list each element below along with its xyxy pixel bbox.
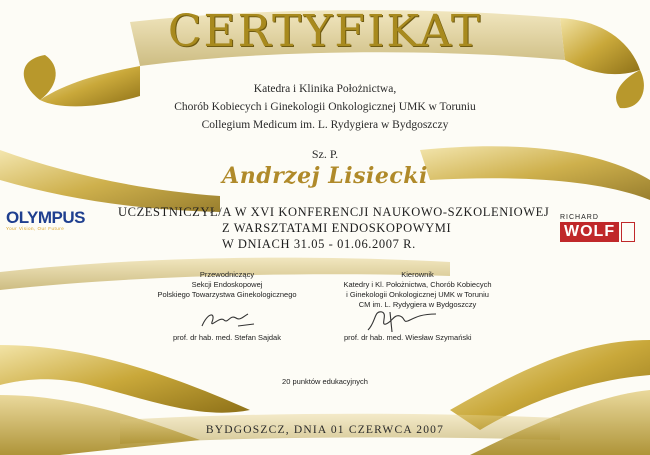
olympus-logo [6, 208, 86, 231]
recipient-name: Andrzej Lisiecki [222, 163, 428, 189]
olympus-logo-word: OLYMPUS [6, 208, 86, 227]
institution-line: Chorób Kobiecych i Ginekologii Onkologicznej UMK w Toruniu [174, 101, 476, 113]
richard-wolf-logo [560, 214, 646, 242]
signatory-role: Kierownik [401, 270, 434, 279]
signatory-role: Sekcji Endoskopowej [191, 280, 263, 289]
signatory-role: Katedry i Kl. Położnictwa, Chorób Kobiecych [343, 280, 492, 289]
right-signature [362, 304, 442, 334]
signatory-role: i Ginekologii Onkologicznej UMK w Toruniu [346, 290, 489, 299]
left-signatory-name: prof. dr hab. med. Stefan Sajdak [173, 333, 281, 342]
left-signature [198, 306, 258, 334]
wolf-logo-icon [621, 222, 635, 242]
left-signatory-block [152, 270, 302, 300]
conference-block [118, 204, 558, 252]
signatory-role: CM im. L. Rydygiera w Bydgoszczy [358, 300, 477, 309]
institution-line: Collegium Medicum im. L. Rydygiera w Bydgoszczy [201, 119, 449, 131]
institution-line: Katedra i Klinika Położnictwa, [253, 83, 397, 95]
institution-block [0, 80, 650, 134]
right-signatory-name: prof. dr hab. med. Wiesław Szymański [344, 333, 472, 342]
signatory-role: Polskiego Towarzystwa Ginekologicznego [157, 290, 297, 299]
education-points: 20 punktów edukacyjnych [282, 377, 368, 386]
certificate-title: CERTYFIKAT [167, 6, 483, 57]
salutation: Sz. P. [311, 147, 339, 161]
signatory-role: Przewodniczący [199, 270, 255, 279]
wolf-logo-top: RICHARD [560, 214, 599, 221]
place-date-footer: BYDGOSZCZ, DNIA 01 CZERWCA 2007 [205, 424, 445, 436]
conference-line: W DNIACH 31.05 - 01.06.2007 R. [222, 237, 416, 251]
conference-line: UCZESTNICZYŁ/A W XVI KONFERENCJI NAUKOWO-SZKOLENIOWEJ [118, 205, 550, 219]
olympus-logo-slogan: Your Vision, Our Future [6, 226, 65, 231]
conference-line: Z WARSZTATAMI ENDOSKOPOWYMI [222, 221, 452, 235]
wolf-logo-word: WOLF [560, 222, 619, 242]
